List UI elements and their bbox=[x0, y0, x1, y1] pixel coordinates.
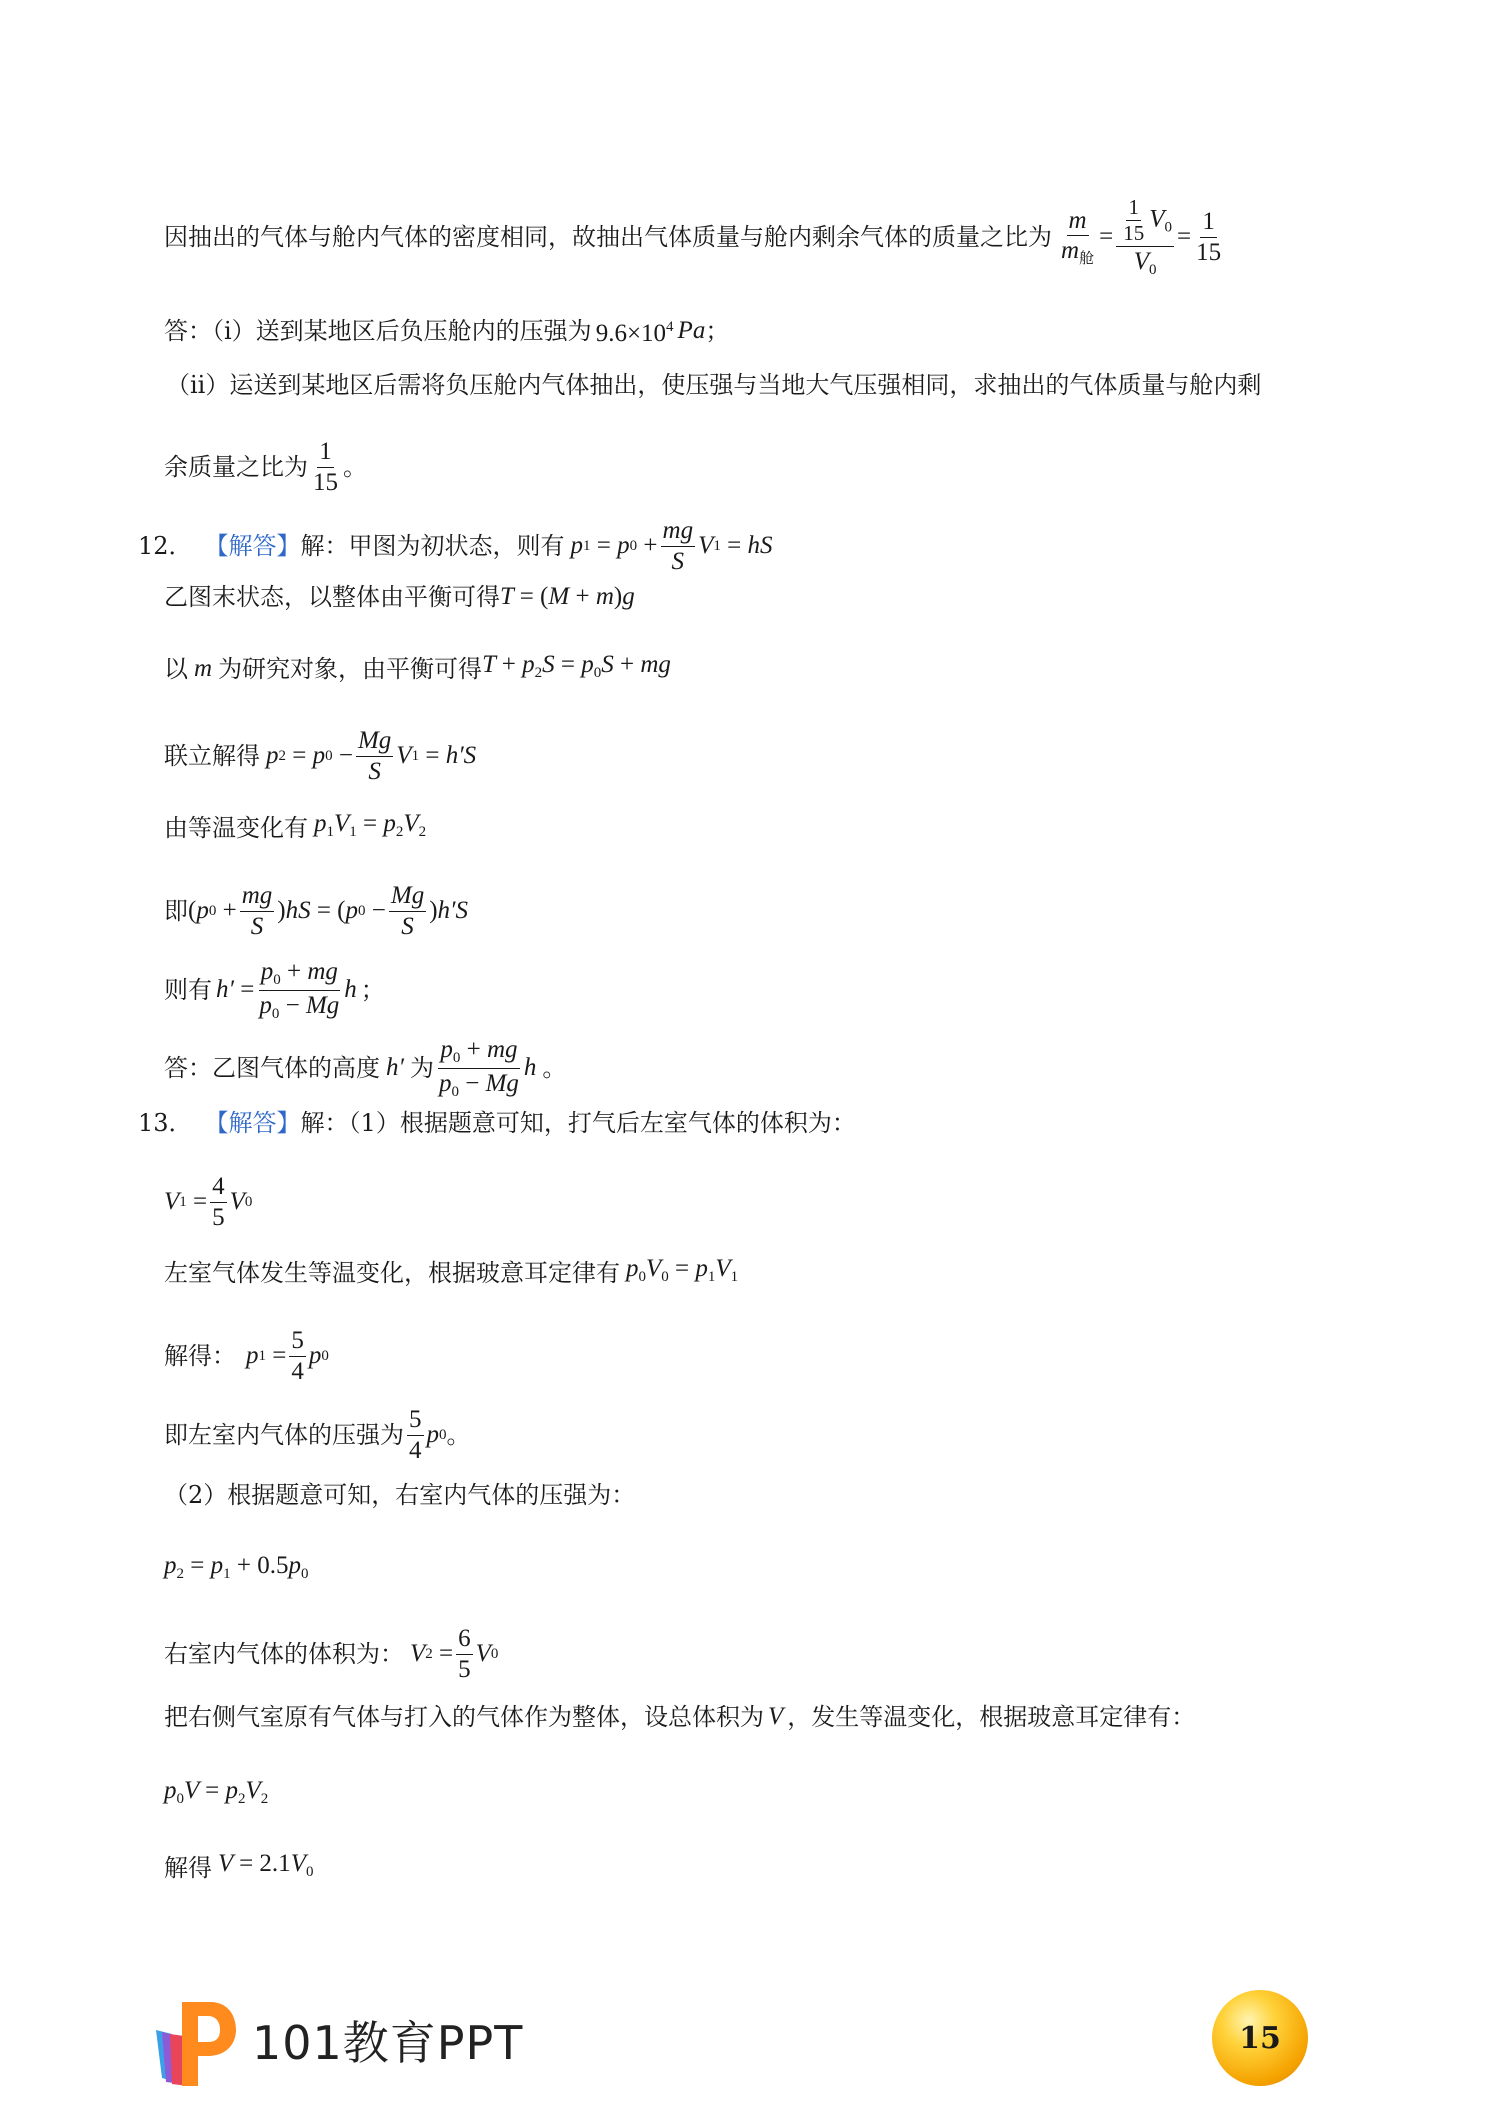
q12-line-8: 答：乙图气体的高度 h′ 为 $\frac{p_0 + mg}{p_0 - Mg}$ h 。 bbox=[164, 1036, 567, 1100]
q12-line-4: 联立解得 p 2 = p 0 − $\frac{Mg}{S}$ V 1 = h′S bbox=[164, 727, 477, 785]
answer-ii-line: （ii）运送到某地区后需将负压舱内气体抽出，使压强与当地大气压强相同，求抽出的气体质量与舱内剩 bbox=[166, 371, 1262, 399]
page-number-badge bbox=[1212, 1990, 1308, 2086]
q12-line-6: 即 ( p 0 + $\frac{mg}{S}$ ) hS = ( p 0 − $\frac{Mg}{S}$ ) h′S bbox=[164, 882, 468, 940]
q13-line-5: 即左室内气体的压强为 $\frac{5}{4}$ p 0 。 bbox=[164, 1406, 471, 1464]
q13-line-1: 13． 【解答】 解：（1）根据题意可知，打气后左室气体的体积为： bbox=[138, 1109, 856, 1137]
q13-line-2: V 1 = $\frac{4}{5}$ V 0 bbox=[164, 1173, 253, 1231]
mass-ratio-formula: $\frac{m}{m_舱}$ = $\frac{1}{15}$ $V_0$ $V_0$ = $\frac{1}{15}$ bbox=[1061, 195, 1222, 279]
q13-line-11: 解得 $V = 2.1V_0$ bbox=[164, 1850, 314, 1882]
q12-line-1: 12． 【解答】 解：甲图为初状态，则有 p 1 = p 0 + $\frac{mg}{S}$ V 1 = hS bbox=[138, 517, 773, 575]
q12-line-2: 乙图末状态，以整体由平衡可得 T = (M + m)g bbox=[164, 583, 635, 611]
q13-line-10: $p_0V = p_2V_2$ bbox=[164, 1777, 269, 1807]
q13-line-9: 把右侧气室原有气体与打入的气体作为整体，设总体积为 V ，发生等温变化，根据玻意耳定律有： bbox=[164, 1703, 1196, 1731]
q13-line-7: $p_2 = p_1 + 0.5p_0$ bbox=[164, 1552, 309, 1582]
logo-p-icon bbox=[148, 1990, 238, 2090]
q13-line-3: 左室气体发生等温变化，根据玻意耳定律有 $p_0V_0 = p_1V_1$ bbox=[164, 1255, 739, 1287]
logo-text: 101教育PPT bbox=[252, 2016, 524, 2070]
q12-line-3: 以 m 为研究对象，由平衡可得 $T + p_2S = p_0S$ + mg bbox=[164, 651, 671, 683]
q13-answer-tag: 【解答】 bbox=[204, 1109, 301, 1137]
q12-line-5: 由等温变化有 $p_1V_1 = p_2V_2$ bbox=[164, 810, 427, 842]
q12-line-7: 则有 h′ = $\frac{p_0 + mg}{p_0 - Mg}$ h ； bbox=[164, 958, 385, 1022]
q12-answer-tag: 【解答】 bbox=[204, 532, 301, 560]
page-number: 15 bbox=[1239, 2020, 1281, 2056]
q13-line-6: （2）根据题意可知，右室内气体的压强为： bbox=[164, 1481, 636, 1509]
q13-line-4: 解得： p 1 = $\frac{5}{4}$ p 0 bbox=[164, 1327, 329, 1385]
answer-i-line: 答：（i）送到某地区后负压舱内的压强为 $9.6\times 10^4$ Pa ； bbox=[164, 316, 730, 347]
q13-line-8: 右室内气体的体积为： V 2 = $\frac{6}{5}$ V 0 bbox=[164, 1625, 499, 1683]
mass-ratio-line: 因抽出的气体与舱内气体的密度相同，故抽出气体质量与舱内剩余气体的质量之比为 $\frac{m}{m_舱}$ = $\frac{1}{15}$ $V_0$ $V_0$ = $\frac{1}{15}$ bbox=[164, 196, 1226, 279]
brand-logo bbox=[148, 1990, 523, 2090]
answer-ii-cont: 余质量之比为 $\frac{1}{15}$ 。 bbox=[164, 438, 367, 496]
